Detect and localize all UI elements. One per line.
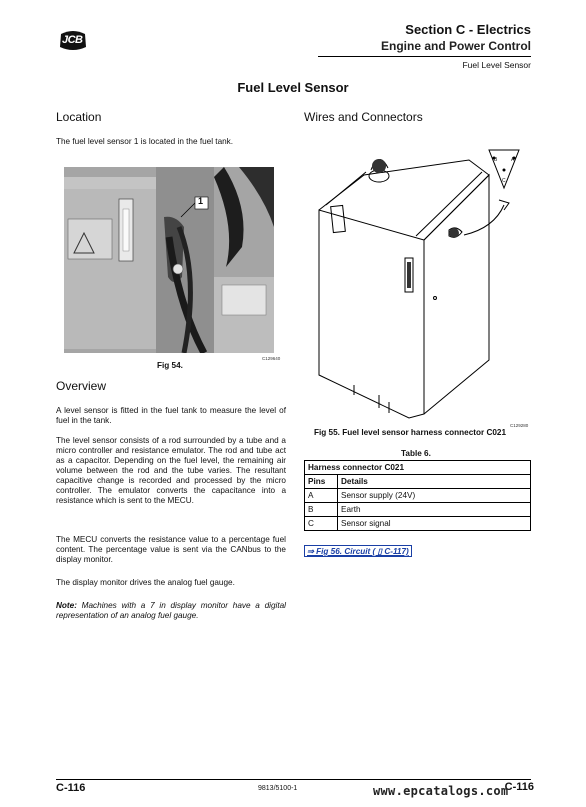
- harness-table: [304, 460, 531, 531]
- pin-cell: A: [305, 489, 338, 503]
- page-title: Fuel Level Sensor: [237, 80, 349, 95]
- footer-page-left: C-116: [56, 782, 86, 794]
- table-header-row: [305, 475, 531, 489]
- fuel-tank-photo-drawing: [64, 167, 274, 353]
- page-subject: Fuel Level Sensor: [462, 60, 531, 70]
- section-title: Section C - Electrics: [405, 22, 531, 37]
- table-caption: Table 6.: [401, 449, 431, 458]
- col-pins: Pins: [305, 475, 338, 489]
- fig54-caption: Fig 54.: [157, 361, 183, 370]
- footer-page-right: C-116: [504, 781, 534, 793]
- circuit-link[interactable]: ⇒ Fig 56. Circuit ( ▯ C-117): [304, 545, 412, 557]
- pin-cell: C: [305, 517, 338, 531]
- overview-heading: Overview: [56, 379, 107, 393]
- header-rule: [318, 56, 531, 57]
- col-details: Details: [338, 475, 531, 489]
- detail-cell: Sensor supply (24V): [338, 489, 531, 503]
- figure-label-1: 1: [198, 196, 204, 206]
- fig54-code: C129640: [262, 356, 281, 361]
- wires-heading: Wires and Connectors: [304, 110, 423, 124]
- pin-cell: B: [305, 503, 338, 517]
- overview-note: [56, 601, 286, 621]
- table-row: [305, 517, 531, 531]
- table-row: [305, 489, 531, 503]
- fig55-caption: Fig 55. Fuel level sensor harness connector C021: [314, 428, 507, 437]
- overview-paragraph-2: The level sensor consists of a rod surrounded by a tube and a micro controller and resistance emulator. The rod and tube act as a capacitor. Depending on the fuel level, the remaining air volume between the rod and the tube varies. The resultant capacitive change is recorded and processed by the micro controller. The emulator converts the capacitance into a resistance which is sent to the MECU.: [56, 436, 286, 505]
- footer-doc-number: 9813/5100-1: [258, 785, 298, 792]
- table-title: Harness connector C021: [305, 461, 531, 475]
- note-text: Machines with a 7 in display monitor have a digital representation of an analog fuel gauge.: [56, 601, 286, 620]
- location-heading: Location: [56, 110, 102, 124]
- note-label: Note:: [56, 601, 77, 610]
- fuel-tank-photo: [64, 167, 274, 353]
- fig55-code: C129280: [510, 423, 529, 428]
- detail-cell: Sensor signal: [338, 517, 531, 531]
- location-text: The fuel level sensor 1 is located in the fuel tank.: [56, 137, 234, 146]
- pin-label-a: A: [511, 157, 515, 163]
- overview-paragraph-1: A level sensor is fitted in the fuel tank to measure the level of fuel in the tank.: [56, 406, 286, 425]
- overview-paragraph-3: The MECU converts the resistance value to a percentage fuel content. The percentage value is sent via the CANbus to the display monitor.: [56, 535, 286, 564]
- overview-paragraph-4: The display monitor drives the analog fuel gauge.: [56, 578, 235, 587]
- fuel-tank-line-drawing: [304, 140, 532, 425]
- pin-label-c: C: [502, 178, 506, 184]
- jcb-logo-text: JCB: [62, 34, 83, 46]
- table-row: [305, 503, 531, 517]
- jcb-logo: [58, 30, 88, 51]
- detail-cell: Earth: [338, 503, 531, 517]
- pin-label-b: B: [494, 157, 498, 163]
- watermark[interactable]: www.epcatalogs.com: [373, 784, 509, 798]
- section-subtitle: Engine and Power Control: [380, 39, 531, 53]
- table-title-row: [305, 461, 531, 475]
- footer-rule: [56, 779, 531, 780]
- harness-connector-table: [304, 460, 531, 531]
- fuel-tank-diagram: [304, 140, 532, 425]
